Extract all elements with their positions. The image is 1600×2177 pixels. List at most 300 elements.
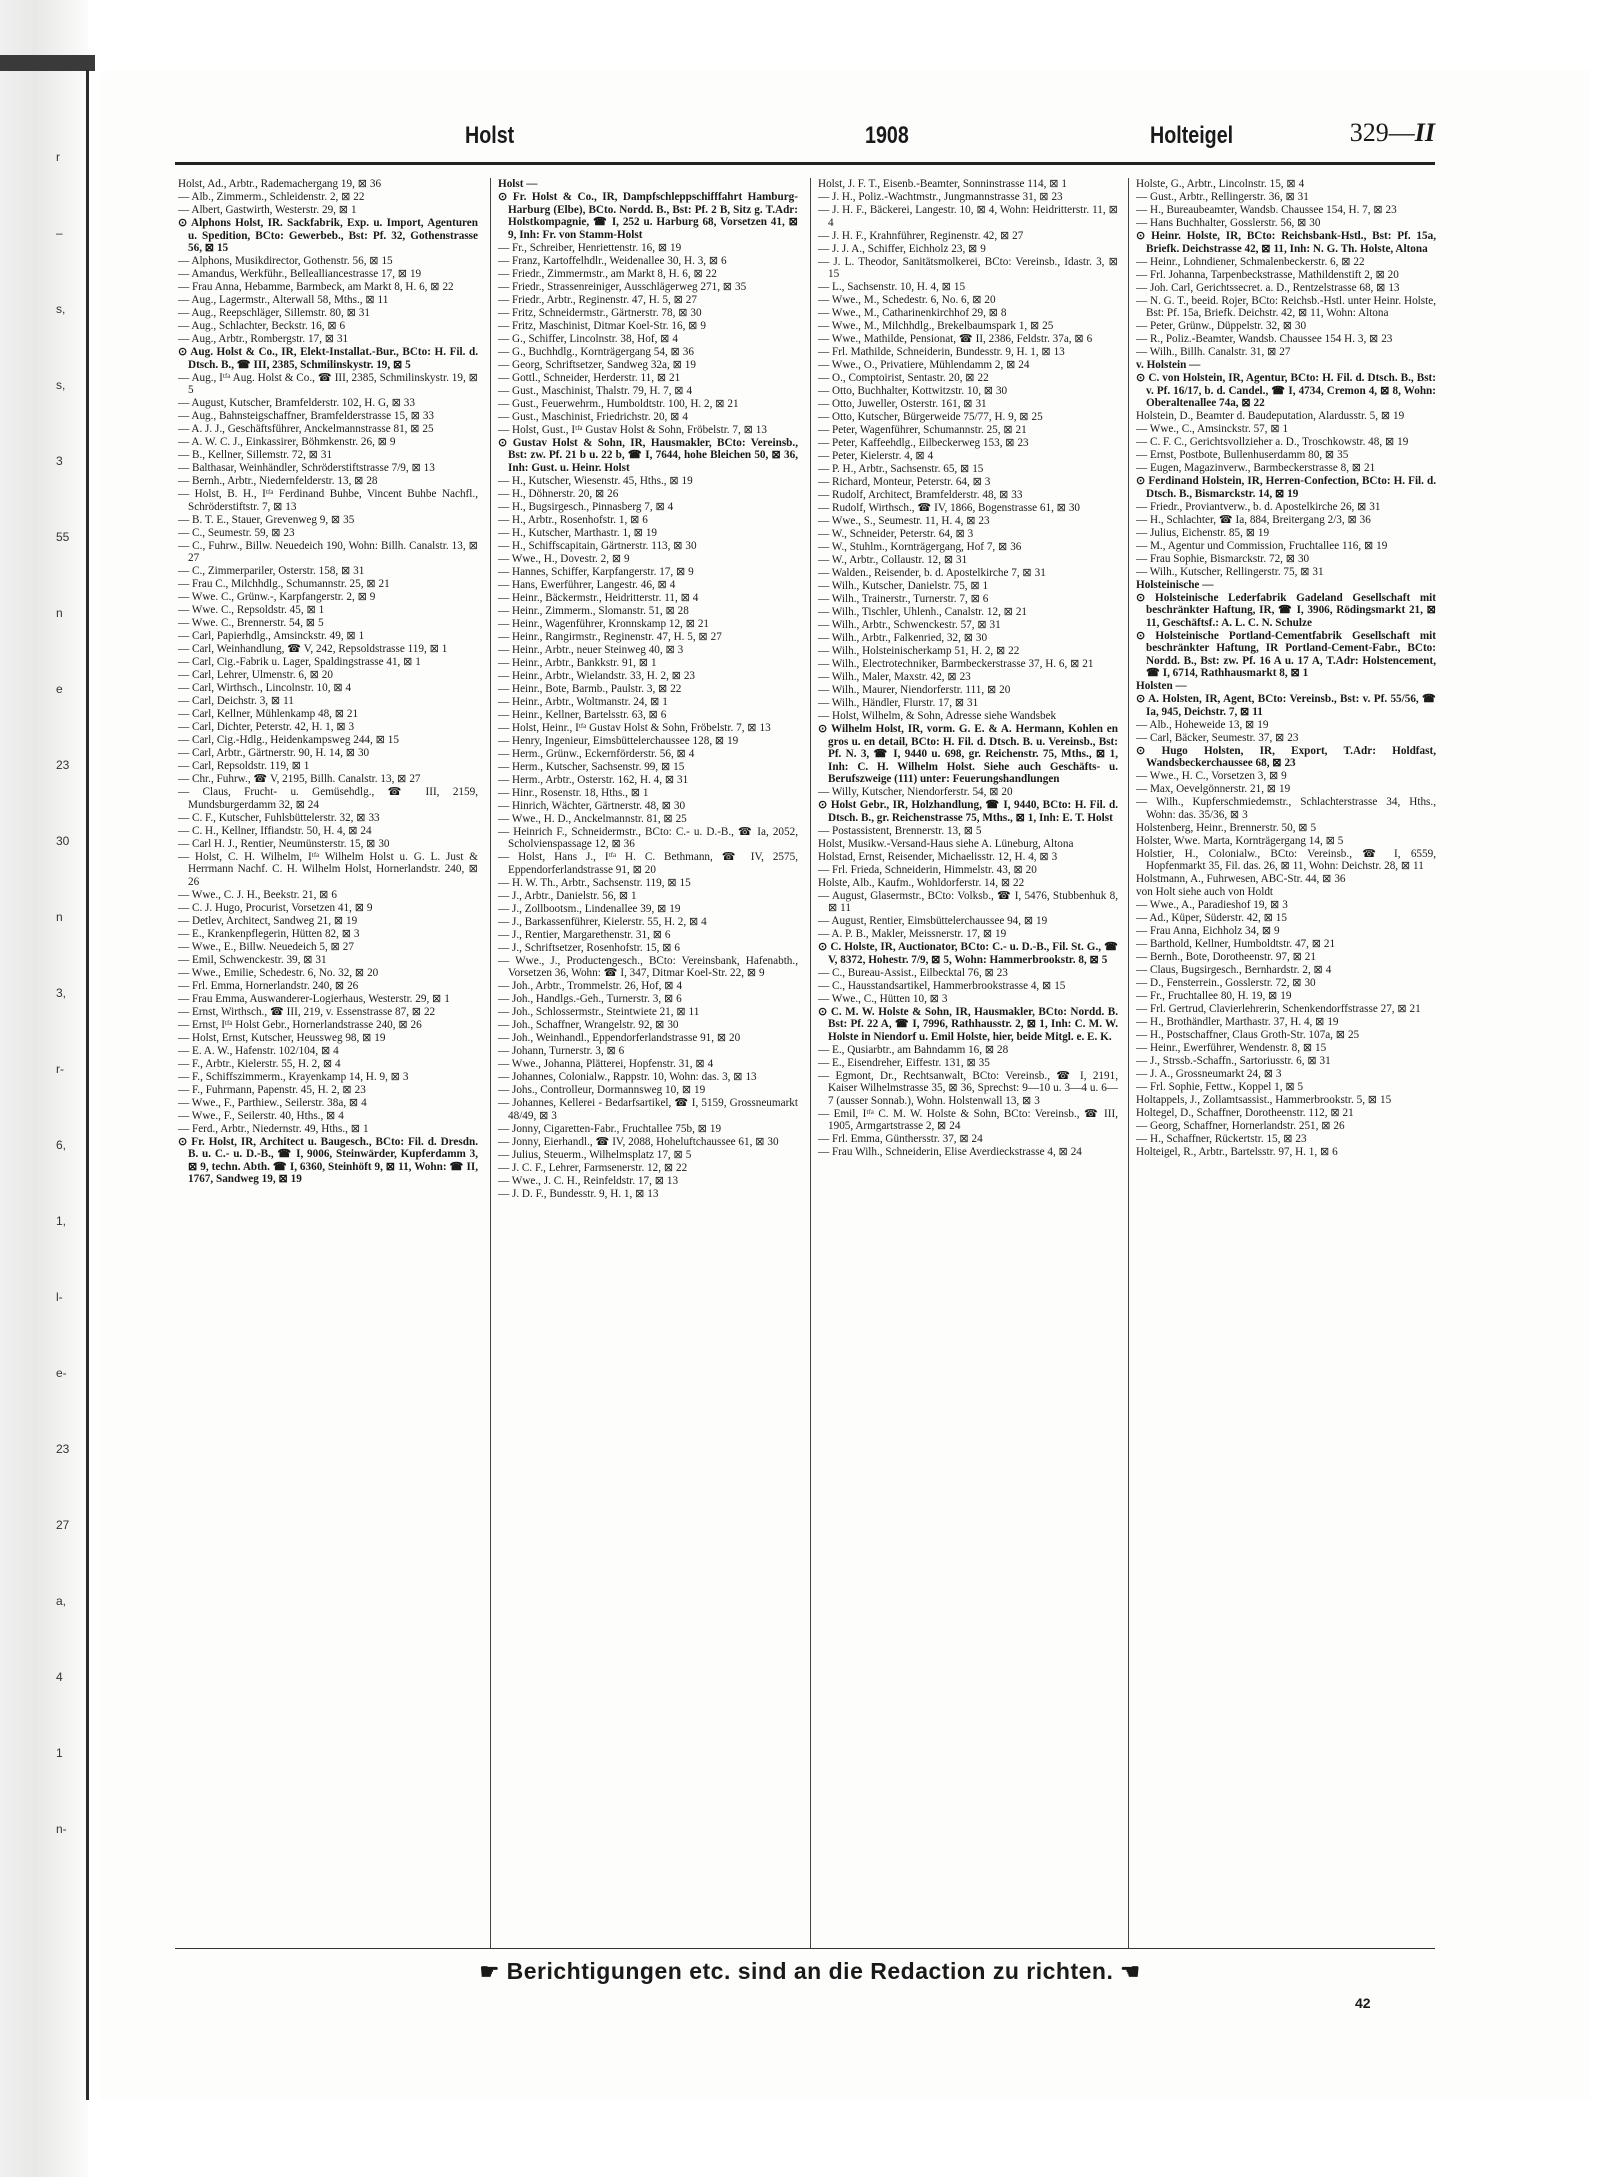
directory-entry: — Joh., Schaffner, Wrangelstr. 92, ⊠ 30 — [498, 1019, 679, 1031]
directory-entry: — Wilh., Arbtr., Falkenried, 32, ⊠ 30 — [818, 632, 988, 644]
directory-entry: — Aug., Iᵗᶠᵃ Aug. Holst & Co., ☎ III, 2385, Schmilinskystr. 19, ⊠ 5 — [178, 371, 478, 396]
directory-entry: — Wilh., Kutscher, Danielstr. 75, ⊠ 1 — [818, 580, 989, 592]
directory-entry: ⊙ Wilhelm Holst, IR, vorm. G. E. & A. Hermann, Kohlen en gros u. en detail, BCto: H. Fil. d. Dtsch. B. u. Vereinsb., Bst: Pf. N. 3, ☎ I, 9440 u. 698, gr. Reichenstr. 75, Mths., ⊠ 1, Inh: C. H. Wilhelm Holst. Siehe auch Geschäfts- u. Berufszweige (111) unter: Feuerungshandlungen — [818, 723, 1118, 785]
directory-entry: — Wwe., H. C., Vorsetzen 3, ⊠ 9 — [1136, 770, 1287, 782]
directory-entry: — Frl. Johanna, Tarpenbeckstrasse, Mathildenstift 2, ⊠ 20 — [1136, 268, 1399, 281]
directory-entry: ⊙ Holsteinische Lederfabrik Gadeland Gesellschaft mit beschränkter Haftung, IR, ☎ I, 3906, Rödingsmarkt 21, ⊠ 11, Geschäftsf.: A. L. C. N. Schulze — [1136, 591, 1436, 629]
directory-entry: — H., Döhnerstr. 20, ⊠ 26 — [498, 487, 619, 500]
directory-entry: — C. J. Hugo, Procurist, Vorsetzen 41, ⊠ 9 — [178, 901, 373, 914]
margin-mark: 30 — [56, 834, 70, 848]
directory-entry: ⊙ Fr. Holst, IR, Architect u. Baugesch., BCto: Fil. d. Dresdn. B. u. C.- u. D.-B., ☎ I, 9006, Steinwärder, Kupferdamm 3, ⊠ 9, techn. Abth. ☎ I, 6360, Steinhöft 9, ⊠ 11, Wohn: ☎ II, 1767, Sandweg 19, ⊠ 19 — [178, 1135, 478, 1185]
directory-entry: — Wilh., Trainerstr., Turnerstr. 7, ⊠ 6 — [818, 593, 989, 605]
page-number — [1350, 118, 1435, 148]
directory-entry: — Emil, Iᵗᶠᵃ C. M. W. Holste & Sohn, BCto: Vereinsb., ☎ III, 1905, Armgartstrasse 2, ⊠ 24 — [818, 1107, 1118, 1132]
directory-entry: — Fritz, Schneidermstr., Gärtnerstr. 78, ⊠ 30 — [498, 306, 702, 319]
margin-mark: 4 — [56, 1670, 63, 1684]
directory-entry: — C., Zimmerpariler, Osterstr. 158, ⊠ 31 — [178, 565, 365, 577]
directory-entry: — Richard, Monteur, Peterstr. 64, ⊠ 3 — [818, 476, 991, 488]
directory-entry: — Wwe., C. J. H., Beekstr. 21, ⊠ 6 — [178, 888, 337, 901]
margin-mark: 1 — [56, 1746, 63, 1760]
directory-entry: — Wwe., J. C. H., Reinfeldstr. 17, ⊠ 13 — [498, 1174, 679, 1187]
directory-entry: ⊙ Hugo Holsten, IR, Export, T.Adr: Holdfast, Wandsbeckerchaussee 68, ⊠ 23 — [1136, 744, 1436, 769]
directory-entry: — Alphons, Musikdirector, Gothenstr. 56, ⊠ 15 — [178, 255, 393, 267]
directory-entry: — Wwe., M., Schedestr. 6, No. 6, ⊠ 20 — [818, 294, 996, 306]
directory-entry: — Carl, Cig.-Hdlg., Heidenkampsweg 244, ⊠ 15 — [178, 734, 399, 746]
directory-entry: — J., Zollbootsm., Lindenallee 39, ⊠ 19 — [498, 902, 681, 915]
directory-entry: — F., Schiffszimmerm., Krayenkamp 14, H. 9, ⊠ 3 — [178, 1070, 409, 1083]
directory-entry: — R., Poliz.-Beamter, Wandsb. Chaussee 154 H. 3, ⊠ 23 — [1136, 333, 1393, 345]
directory-entry: — Bernh., Bote, Dorotheenstr. 97, ⊠ 21 — [1136, 951, 1316, 963]
directory-entry: — Holst, Wilhelm, & Sohn, Adresse siehe Wandsbek — [818, 710, 1057, 722]
margin-mark: 23 — [56, 1442, 70, 1456]
directory-entry: — Wwe., H., Dovestr. 2, ⊠ 9 — [498, 552, 630, 565]
directory-entry: — J. D. F., Bundesstr. 9, H. 1, ⊠ 13 — [498, 1187, 659, 1200]
directory-entry: — Wwe., S., Seumestr. 11, H. 4, ⊠ 23 — [818, 515, 990, 527]
directory-entry: — G., Buchhdlg., Kornträgergang 54, ⊠ 36 — [498, 345, 694, 358]
directory-entry: — A. W. C. J., Einkassirer, Böhmkenstr. 26, ⊠ 9 — [178, 436, 396, 448]
directory-entry: — Ernst, Iᵗᶠᵃ Holst Gebr., Hornerlandstrasse 240, ⊠ 26 — [178, 1018, 422, 1031]
directory-entry: Holster, Wwe. Marta, Kornträgergang 14, ⊠ 5 — [1136, 834, 1344, 847]
directory-entry: — H., Brothändler, Marthastr. 37, H. 4, ⊠ 19 — [1136, 1016, 1339, 1028]
directory-entry: — Max, Oevelgönnerstr. 21, ⊠ 19 — [1136, 783, 1291, 795]
directory-entry: — J., Barkassenführer, Kielerstr. 55, H. 2, ⊠ 4 — [498, 915, 707, 928]
directory-entry: — Heinrich F., Schneidermstr., BCto: C.- u. D.-B., ☎ Ia, 2052, Scholvienspassage 12, ⊠ 36 — [498, 825, 798, 850]
directory-entry: — Carl, Lehrer, Ulmenstr. 6, ⊠ 20 — [178, 669, 333, 681]
column-divider-2 — [810, 178, 811, 1948]
directory-entry: — Frl. Emma, Günthersstr. 37, ⊠ 24 — [818, 1133, 983, 1145]
directory-entry: — Holst, B. H., Iᵗᶠᵃ Ferdinand Buhbe, Vincent Buhbe Nachfl., Schröderstiftstr. 7, ⊠ 13 — [178, 488, 478, 513]
directory-entry: ⊙ Fr. Holst & Co., IR, Dampfschleppschifffahrt Hamburg-Harburg (Elbe), BCto. Nordd. B., Bst: Pf. 2 B, Sitz g. T.Adr: Holstkompagnie, ☎ I, 252 u. Harburg 68, Vorsetzen 41, ⊠ 9, Inh: Fr. von Stamm-Holst — [498, 191, 798, 241]
directory-entry: — Joh., Arbtr., Trommelstr. 26, Hof, ⊠ 4 — [498, 980, 683, 992]
directory-entry: — Wwe. C., Repsoldstr. 45, ⊠ 1 — [178, 604, 325, 616]
directory-entry: ⊙ C. M. W. Holste & Sohn, IR, Hausmakler, BCto: Nordd. B. Bst: Pf. 22 A, ☎ I, 7996, Rathhausstr. 2, ⊠ 1, Inh: C. M. W. Holste in Niendorf u. Emil Holste, hier, beide Mitgl. e. E. K. — [818, 1005, 1118, 1043]
directory-entry: — Joh. Carl, Gerichtssecret. a. D., Rentzelstrasse 68, ⊠ 13 — [1136, 281, 1400, 294]
directory-entry: — W., Arbtr., Collaustr. 12, ⊠ 31 — [818, 554, 968, 566]
directory-entry: — Herm., Arbtr., Osterstr. 162, H. 4, ⊠ 31 — [498, 773, 689, 786]
column-3 — [818, 178, 1118, 1948]
directory-entry: — Heinr., Zimmerm., Slomanstr. 51, ⊠ 28 — [498, 604, 689, 617]
directory-entry: Holstad, Ernst, Reisender, Michaelisstr. 12, H. 4, ⊠ 3 — [818, 850, 1058, 863]
directory-entry: v. Holstein — — [1136, 359, 1201, 371]
margin-mark: 27 — [56, 1518, 70, 1532]
directory-entry: Holstier, H., Colonialw., BCto: Vereinsb., ☎ I, 6559, Hopfenmarkt 35, Fil. das. 26, ⊠ 11, Wohn: Deichstr. 28, ⊠ 11 — [1136, 847, 1436, 872]
directory-entry: — Frl. Sophie, Fettw., Koppel 1, ⊠ 5 — [1136, 1081, 1304, 1093]
margin-mark: s, — [56, 302, 66, 316]
directory-entry: — J., Strssb.-Schaffn., Sartoriusstr. 6, ⊠ 31 — [1136, 1055, 1331, 1067]
column-2 — [498, 178, 798, 1948]
directory-entry: — J. L. Theodor, Sanitätsmolkerei, BCto: Vereinsb., Idastr. 3, ⊠ 15 — [818, 255, 1118, 280]
directory-entry: — Johannes, Kellerei - Bedarfsartikel, ☎ I, 5159, Grossneumarkt 48/49, ⊠ 3 — [498, 1097, 798, 1122]
directory-entry: — L., Sachsenstr. 10, H. 4, ⊠ 15 — [818, 281, 966, 293]
directory-entry: — Jonny, Cigaretten-Fabr., Fruchtallee 75b, ⊠ 19 — [498, 1122, 722, 1135]
directory-entry: — Wilh., Kupferschmiedemstr., Schlachterstrasse 34, Hths., Wohn: das. 35/36, ⊠ 3 — [1136, 796, 1436, 821]
directory-entry: — H., Kutscher, Marthastr. 1, ⊠ 19 — [498, 526, 658, 539]
directory-entry: — F., Arbtr., Kielerstr. 55, H. 2, ⊠ 4 — [178, 1057, 341, 1070]
directory-entry: — Frl. Emma, Hornerlandstr. 240, ⊠ 26 — [178, 979, 359, 992]
directory-entry: — Aug., Bahnsteigschaffner, Bramfelderstrasse 15, ⊠ 33 — [178, 410, 435, 422]
page-header — [175, 118, 1435, 158]
directory-entry: — Emil, Schwenckestr. 39, ⊠ 31 — [178, 953, 327, 966]
directory-entry: — Julius, Eichenstr. 85, ⊠ 19 — [1136, 526, 1270, 539]
directory-entry: — Eugen, Magazinverw., Barmbeckerstrasse 8, ⊠ 21 — [1136, 462, 1376, 474]
directory-entry: — Carl, Arbtr., Gärtnerstr. 90, H. 14, ⊠ 30 — [178, 747, 370, 759]
directory-entry: — Wwe., M., Milchhdlg., Brekelbaumspark 1, ⊠ 25 — [818, 320, 1054, 332]
directory-entry: — Johannes, Colonialw., Rappstr. 10, Wohn: das. 3, ⊠ 13 — [498, 1071, 757, 1083]
directory-entry: — Wilh., Händler, Flurstr. 17, ⊠ 31 — [818, 697, 979, 709]
directory-entry: — Hans, Ewerführer, Langestr. 46, ⊠ 4 — [498, 578, 676, 591]
header-left: Holst — [465, 122, 515, 149]
margin-mark: a, — [56, 1594, 67, 1608]
margin-mark: n- — [56, 1822, 67, 1836]
directory-entry: — C. H., Kellner, Iffiandstr. 50, H. 4, ⊠ 24 — [178, 824, 372, 837]
directory-entry: ⊙ Gustav Holst & Sohn, IR, Hausmakler, BCto: Vereinsb., Bst: zw. Pf. 21 b u. 22 b, ☎ I, 7644, hohe Bleichen 50, ⊠ 36, Inh: Gust. u. Heinr. Holst — [498, 436, 798, 474]
directory-entry: Holst, J. F. T., Eisenb.-Beamter, Sonninstrasse 114, ⊠ 1 — [818, 178, 1067, 190]
directory-entry: — Carl, Wirthsch., Lincolnstr. 10, ⊠ 4 — [178, 682, 352, 694]
directory-entry: ⊙ Heinr. Holste, IR, BCto: Reichsbank-Hstl., Bst: Pf. 15a, Briefk. Deichstrasse 42, ⊠ 11, Inh: N. G. Th. Holste, Altona — [1136, 230, 1436, 255]
header-year: 1908 — [865, 122, 909, 149]
directory-entry: — Rudolf, Wirthsch., ☎ IV, 1866, Bogenstrasse 61, ⊠ 30 — [818, 502, 1081, 514]
directory-entry: — H., Schaffner, Rückertstr. 15, ⊠ 23 — [1136, 1133, 1307, 1145]
directory-entry: — Joh., Schlossermstr., Steintwiete 21, ⊠ 11 — [498, 1006, 700, 1018]
directory-entry: — Barthold, Kellner, Humboldtstr. 47, ⊠ 21 — [1136, 938, 1336, 950]
gutter-line — [86, 70, 89, 2100]
footer-note — [430, 1958, 1190, 1985]
directory-entry: — Rudolf, Architect, Bramfelderstr. 48, ⊠ 33 — [818, 489, 1023, 501]
directory-entry: — Fr., Fruchtallee 80, H. 19, ⊠ 19 — [1136, 990, 1292, 1002]
directory-entry: — Peter, Kaffeehdlg., Eilbeckerweg 153, ⊠ 23 — [818, 437, 1029, 449]
directory-entry: — Carl H. J., Rentier, Neumünsterstr. 15, ⊠ 30 — [178, 837, 390, 850]
directory-entry: — Frau Wilh., Schneiderin, Elise Averdieckstrasse 4, ⊠ 24 — [818, 1146, 1082, 1158]
directory-entry: — C., Bureau-Assist., Eilbecktal 76, ⊠ 23 — [818, 966, 1008, 979]
directory-entry: — Wwe. C., Grünw.-, Karpfangerstr. 2, ⊠ 9 — [178, 591, 376, 603]
directory-entry: — Wwe. C., Brennerstr. 54, ⊠ 5 — [178, 617, 324, 629]
directory-entry: — Peter, Wagenführer, Schumannstr. 25, ⊠ 21 — [818, 424, 1027, 436]
directory-entry: — J., Arbtr., Danielstr. 56, ⊠ 1 — [498, 889, 637, 902]
directory-entry: — Amandus, Werkführ., Bellealliancestrasse 17, ⊠ 19 — [178, 268, 422, 280]
directory-entry: — Peter, Grünw., Düppelstr. 32, ⊠ 30 — [1136, 320, 1307, 332]
directory-entry: — Egmont, Dr., Rechtsanwalt, BCto: Vereinsb., ☎ I, 2191, Kaiser Wilhelmstrasse 35, ⊠ 36, Sprechst: 9—10 u. 3—4 u. 6—7 (ausser Sonnab.), Wohn. Holstenwall 13, ⊠ 3 — [818, 1069, 1118, 1107]
directory-entry: — Holst, C. H. Wilhelm, Iᵗᶠᵃ Wilhelm Holst u. G. L. Just & Herrmann Nachf. C. H. Wilhelm Holst, Hornerlandstr. 240, ⊠ 26 — [178, 850, 478, 888]
directory-entry: — Aug., Reepschläger, Sillemstr. 80, ⊠ 31 — [178, 307, 370, 319]
directory-entry: ⊙ Holst Gebr., IR, Holzhandlung, ☎ I, 9440, BCto: H. Fil. d. Dtsch. B., gr. Reichenstrasse 75, Mths., ⊠ 1, Inh: E. T. Holst — [818, 799, 1118, 824]
directory-entry: — Wilh., Holsteinischerkamp 51, H. 2, ⊠ 22 — [818, 645, 1020, 657]
directory-entry: — Herm., Kutscher, Sachsenstr. 99, ⊠ 15 — [498, 760, 685, 773]
directory-entry: — Carl, Deichstr. 3, ⊠ 11 — [178, 695, 294, 707]
header-right: Holteigel — [1150, 122, 1234, 149]
directory-entry: — Frl. Mathilde, Schneiderin, Bundesstr. 9, H. 1, ⊠ 13 — [818, 346, 1065, 358]
directory-entry: — C., Fuhrw., Billw. Neuedeich 190, Wohn: Billh. Canalstr. 13, ⊠ 27 — [178, 539, 478, 564]
directory-entry: ⊙ Holsteinische Portland-Cementfabrik Gesellschaft mit beschränkter Haftung, IR Portland-Cement-Fabr., BCto: Nordd. B., Bst: zw. Pf. 16 A u. 17 A, T.Adr: Holstencement, ☎ I, 6714, Rathhausmarkt 8, ⊠ 1 — [1136, 629, 1436, 679]
column-divider-3 — [1128, 178, 1129, 1948]
directory-entry: — Jonny, Eierhandl., ☎ IV, 2088, Hoheluftchaussee 61, ⊠ 30 — [498, 1135, 779, 1148]
directory-entry: Holsteinische — — [1136, 578, 1214, 591]
margin-mark: e- — [56, 1366, 67, 1380]
directory-entry: — Frl. Frieda, Schneiderin, Himmelstr. 43, ⊠ 20 — [818, 863, 1037, 876]
footer-rule — [175, 1948, 1435, 1949]
directory-entry: — Georg, Schriftsetzer, Sandweg 32a, ⊠ 19 — [498, 358, 696, 371]
directory-entry: — Wilh., Tischler, Uhlenh., Canalstr. 12, ⊠ 21 — [818, 606, 1028, 618]
directory-entry: — Joh., Weinhandl., Eppendorferlandstrasse 91, ⊠ 20 — [498, 1032, 741, 1044]
directory-entry: — Fr., Schreiber, Henriettenstr. 16, ⊠ 19 — [498, 241, 682, 254]
directory-entry: — Frau C., Milchhdlg., Schumannstr. 25, ⊠ 21 — [178, 578, 390, 590]
column-divider-1 — [490, 178, 491, 1948]
directory-entry: — Heinr., Arbtr., neuer Steinweg 40, ⊠ 3 — [498, 643, 684, 656]
margin-mark: – — [56, 226, 63, 240]
directory-entry: Holtegel, D., Schaffner, Dorotheenstr. 112, ⊠ 21 — [1136, 1107, 1354, 1119]
directory-entry: — N. G. T., beeid. Rojer, BCto: Reichsb.-Hstl. unter Heinr. Holste, Bst: Pf. 15a, Briefk. Deichstr. 42, ⊠ 11, Wohn: Altona — [1136, 294, 1436, 319]
directory-entry: — Heinr., Rangirmstr., Reginenstr. 47, H. 5, ⊠ 27 — [498, 630, 722, 643]
directory-entry: — Otto, Buchhalter, Kottwitzstr. 10, ⊠ 30 — [818, 385, 1008, 397]
directory-entry: — F., Fuhrmann, Papenstr. 45, H. 2, ⊠ 23 — [178, 1083, 366, 1096]
column-1 — [178, 178, 478, 1948]
directory-entry: — C., Seumestr. 59, ⊠ 23 — [178, 526, 295, 539]
directory-entry: ⊙ Alphons Holst, IR. Sackfabrik, Exp. u. Import, Agenturen u. Spedition, BCto: Gewerbeb., Bst: Pf. 32, Gothenstrasse 56, ⊠ 15 — [178, 217, 478, 254]
directory-entry: — H., Bugsirgesch., Pinnasberg 7, ⊠ 4 — [498, 500, 674, 513]
directory-entry: — Wwe., Emilie, Schedestr. 6, No. 32, ⊠ 20 — [178, 966, 379, 979]
directory-entry: Holst, Musikw.-Versand-Haus siehe A. Lüneburg, Altona — [818, 837, 1074, 850]
directory-entry: — D., Fensterrein., Gosslerstr. 72, ⊠ 30 — [1136, 977, 1316, 989]
directory-entry: ⊙ C. von Holstein, IR, Agentur, BCto: H. Fil. d. Dtsch. B., Bst: v. Pf. 16/17, b. d. Candel., ☎ I, 4734, Cremon 4, ⊠ 8, Wohn: Oberaltenallee 74a, ⊠ 22 — [1136, 372, 1436, 409]
directory-entry: — P. H., Arbtr., Sachsenstr. 65, ⊠ 15 — [818, 463, 984, 475]
directory-entry: — J. H., Poliz.-Wachtmstr., Jungmannstrasse 31, ⊠ 23 — [818, 191, 1063, 203]
directory-entry: — Ernst, Postbote, Bullenhuserdamm 80, ⊠ 35 — [1136, 449, 1349, 461]
directory-entry: — Balthasar, Weinhändler, Schröderstiftstrasse 7/9, ⊠ 13 — [178, 462, 435, 474]
directory-entry: — Holst, Ernst, Kutscher, Heussweg 98, ⊠ 19 — [178, 1031, 386, 1044]
directory-entry: Holsten — — [1136, 680, 1187, 692]
directory-entry: — H., Postschaffner, Claus Groth-Str. 107a, ⊠ 25 — [1136, 1029, 1360, 1041]
directory-entry: — Gottl., Schneider, Herderstr. 11, ⊠ 21 — [498, 371, 681, 384]
directory-entry: — Wwe., C., Amsinckstr. 57, ⊠ 1 — [1136, 423, 1289, 435]
directory-entry: — W., Stuhlm., Kornträgergang, Hof 7, ⊠ 36 — [818, 541, 1022, 553]
directory-entry: — Heinr., Ewerführer, Wendenstr. 8, ⊠ 15 — [1136, 1042, 1327, 1054]
directory-entry: — Gust., Arbtr., Rellingerstr. 36, ⊠ 31 — [1136, 191, 1309, 203]
directory-entry: — Wilh., Arbtr., Schwenckestr. 57, ⊠ 31 — [818, 619, 1001, 631]
directory-entry: — Peter, Kielerstr. 4, ⊠ 4 — [818, 450, 934, 462]
directory-entry: — Hans Buchhalter, Gosslerstr. 56, ⊠ 30 — [1136, 217, 1321, 229]
directory-entry: — A. P. B., Makler, Meissnerstr. 17, ⊠ 19 — [818, 928, 1007, 940]
directory-entry: — Aug., Schlachter, Beckstr. 16, ⊠ 6 — [178, 320, 346, 332]
directory-entry: — Wwe., F., Seilerstr. 40, Hths., ⊠ 4 — [178, 1109, 344, 1122]
directory-entry: — Frau Anna, Eichholz 34, ⊠ 9 — [1136, 925, 1280, 937]
directory-entry: — Heinr., Wagenführer, Kronnskamp 12, ⊠ 21 — [498, 617, 710, 630]
directory-entry: — Chr., Fuhrw., ☎ V, 2195, Billh. Canalstr. 13, ⊠ 27 — [178, 773, 421, 785]
directory-entry: — Carl, Bäcker, Seumestr. 37, ⊠ 23 — [1136, 731, 1299, 744]
header-rule — [175, 162, 1435, 165]
directory-entry: — Aug., Lagermstr., Alterwall 58, Mths., ⊠ 11 — [178, 294, 389, 306]
footer-text: Berichtigungen etc. sind an die Redaction zu richten. — [506, 1958, 1114, 1984]
directory-entry: — Franz, Kartoffelhdlr., Weidenallee 30, H. 3, ⊠ 6 — [498, 254, 727, 267]
directory-entry: — Postassistent, Brennerstr. 13, ⊠ 5 — [818, 824, 982, 837]
margin-mark: s, — [56, 378, 66, 392]
directory-entry: — Wwe., Johanna, Plätterei, Hopfenstr. 31, ⊠ 4 — [498, 1058, 714, 1070]
directory-entry: — Wwe., Mathilde, Pensionat, ☎ II, 2386, Feldstr. 37a, ⊠ 6 — [818, 333, 1093, 345]
directory-entry: — Detlev, Architect, Sandweg 21, ⊠ 19 — [178, 914, 358, 927]
directory-entry: — Heinr., Bäckermstr., Heidritterstr. 11, ⊠ 4 — [498, 591, 699, 604]
directory-entry: — Otto, Kutscher, Bürgerweide 75/77, H. 9, ⊠ 25 — [818, 411, 1043, 423]
directory-entry: — E., Eisendreher, Eiffestr. 131, ⊠ 35 — [818, 1056, 990, 1069]
directory-entry: — Wilh., Billh. Canalstr. 31, ⊠ 27 — [1136, 346, 1291, 358]
directory-entry: — Joh., Handlgs.-Geh., Turnerstr. 3, ⊠ 6 — [498, 993, 682, 1005]
directory-entry: — Carl, Dichter, Peterstr. 42, H. 1, ⊠ 3 — [178, 721, 355, 733]
margin-mark: 23 — [56, 758, 70, 772]
directory-entry: — J. J. A., Schiffer, Eichholz 23, ⊠ 9 — [818, 242, 986, 255]
directory-entry: — G., Schiffer, Lincolnstr. 38, Hof, ⊠ 4 — [498, 332, 678, 345]
directory-entry: — Holst, Heinr., Iᵗᶠᵃ Gustav Holst & Sohn, Fröbelstr. 7, ⊠ 13 — [498, 721, 771, 734]
directory-entry: — Ferd., Arbtr., Niedernstr. 49, Hths., ⊠ 1 — [178, 1122, 369, 1135]
directory-entry: — E., Krankenpflegerin, Hütten 82, ⊠ 3 — [178, 927, 360, 940]
directory-entry: Holste, Alb., Kaufm., Wohldorferstr. 14, ⊠ 22 — [818, 876, 1025, 889]
directory-entry: — H. W. Th., Arbtr., Sachsenstr. 119, ⊠ 15 — [498, 876, 691, 889]
directory-entry: — Johs., Controlleur, Dormannsweg 10, ⊠ 19 — [498, 1084, 706, 1096]
directory-entry: Holst, Ad., Arbtr., Rademachergang 19, ⊠ 36 — [178, 178, 382, 190]
directory-entry: — Heinr., Lohndiener, Schmalenbeckerstr. 6, ⊠ 22 — [1136, 255, 1365, 268]
directory-entry: — Heinr., Kellner, Bartelsstr. 63, ⊠ 6 — [498, 708, 667, 721]
directory-entry: — E., Qusiarbtr., am Bahndamm 16, ⊠ 28 — [818, 1043, 1009, 1056]
directory-entry: — Henry, Ingenieur, Eimsbüttelerchaussee 128, ⊠ 19 — [498, 734, 739, 747]
directory-entry: — Wwe., H. D., Anckelmannstr. 81, ⊠ 25 — [498, 812, 687, 825]
directory-entry: — Ad., Küper, Süderstr. 42, ⊠ 15 — [1136, 912, 1287, 924]
directory-entry: — Claus, Frucht- u. Gemüsehdlg., ☎ III, 2159, Mundsburgerdamm 32, ⊠ 24 — [178, 786, 478, 811]
directory-entry: — B., Kellner, Sillemstr. 72, ⊠ 31 — [178, 449, 333, 461]
directory-entry: — E. A. W., Hafenstr. 102/104, ⊠ 4 — [178, 1044, 339, 1057]
directory-entry: — Wwe., C., Hütten 10, ⊠ 3 — [818, 992, 948, 1005]
directory-entry: — Wwe., M., Catharinenkirchhof 29, ⊠ 8 — [818, 307, 1007, 319]
directory-entry: — Frl. Gertrud, Clavierlehrerin, Schenkendorffstrasse 27, ⊠ 21 — [1136, 1003, 1421, 1015]
directory-entry: — C. F., Kutscher, Fuhlsbüttelerstr. 32, ⊠ 33 — [178, 811, 380, 824]
directory-entry: — Ernst, Wirthsch., ☎ III, 219, v. Essenstrasse 87, ⊠ 22 — [178, 1005, 436, 1018]
directory-entry: — Gust., Feuerwehrm., Humboldtstr. 100, H. 2, ⊠ 21 — [498, 397, 739, 410]
directory-entry: — J., Schriftsetzer, Rosenhofstr. 15, ⊠ 6 — [498, 941, 680, 954]
directory-entry: Holteigel, R., Arbtr., Bartelsstr. 97, H. 1, ⊠ 6 — [1136, 1146, 1338, 1158]
directory-entry: — Holst, Gust., Iᵗᶠᵃ Gustav Holst & Sohn, Fröbelstr. 7, ⊠ 13 — [498, 423, 767, 436]
directory-entry: — Holst, Hans J., Iᵗᶠᵃ H. C. Bethmann, ☎ IV, 2575, Eppendorferlandstrasse 91, ⊠ 20 — [498, 851, 798, 876]
directory-entry: — A. J. J., Geschäftsführer, Anckelmannstrasse 81, ⊠ 25 — [178, 423, 434, 435]
directory-entry: ⊙ Aug. Holst & Co., IR, Elekt-Installat.-Bur., BCto: H. Fil. d. Dtsch. B., ☎ III, 2385, Schmilinskystr. 19, ⊠ 5 — [178, 346, 478, 371]
directory-entry: — Johann, Turnerstr. 3, ⊠ 6 — [498, 1045, 625, 1057]
margin-mark: n — [56, 606, 63, 620]
directory-entry: — Bernh., Arbtr., Niedernfelderstr. 13, ⊠ 28 — [178, 475, 378, 487]
page-number-suffix: II — [1414, 118, 1435, 147]
margin-mark: n — [56, 910, 63, 924]
scan-edge — [0, 0, 88, 2177]
directory-entry: — Willy, Kutscher, Niendorferstr. 54, ⊠ 20 — [818, 786, 1013, 798]
directory-entry: — Aug., Arbtr., Rombergstr. 17, ⊠ 31 — [178, 333, 349, 345]
directory-entry: — Albert, Gastwirth, Westerstr. 29, ⊠ 1 — [178, 204, 357, 216]
directory-entry: Holst — — [498, 178, 538, 190]
page-number-main: 329— — [1349, 118, 1415, 147]
directory-entry: — Gust., Maschinist, Thalstr. 79, H. 7, ⊠ 4 — [498, 384, 693, 397]
directory-entry: — Friedr., Strassenreiniger, Ausschlägerweg 271, ⊠ 35 — [498, 280, 747, 293]
directory-entry: — Frau Emma, Auswanderer-Logierhaus, Westerstr. 29, ⊠ 1 — [178, 992, 450, 1005]
directory-entry: — Carl, Cig.-Fabrik u. Lager, Spaldingstrasse 41, ⊠ 1 — [178, 656, 421, 668]
directory-entry: — Hinrich, Wächter, Gärtnerstr. 48, ⊠ 30 — [498, 799, 686, 812]
pointing-hand-right-icon: ☚ — [1120, 1959, 1141, 1984]
directory-entry: — Georg, Schaffner, Hornerlandstr. 251, ⊠ 26 — [1136, 1120, 1345, 1132]
directory-entry: — August, Kutscher, Bramfelderstr. 102, H. G, ⊠ 33 — [178, 397, 415, 409]
directory-entry: — Fritz, Maschinist, Ditmar Koel-Str. 16, ⊠ 9 — [498, 319, 706, 332]
directory-entry: Holstenberg, Heinr., Brennerstr. 50, ⊠ 5 — [1136, 821, 1317, 834]
directory-entry: — Wilh., Maurer, Niendorferstr. 111, ⊠ 20 — [818, 684, 1011, 696]
directory-entry: — Herm., Grünw., Eckernförderstr. 56, ⊠ 4 — [498, 747, 695, 760]
directory-entry: — Heinr., Arbtr., Woltmanstr. 24, ⊠ 1 — [498, 695, 668, 708]
pointing-hand-left-icon: ☛ — [479, 1959, 500, 1984]
directory-entry: — Friedr., Proviantverw., b. d. Apostelkirche 26, ⊠ 31 — [1136, 500, 1381, 513]
directory-entry: von Holt siehe auch von Holdt — [1136, 886, 1274, 898]
directory-entry: — Wilh., Maler, Maxstr. 42, ⊠ 23 — [818, 671, 971, 683]
directory-entry: — Wilh., Kutscher, Rellingerstr. 75, ⊠ 31 — [1136, 565, 1324, 578]
directory-entry: — Frau Sophie, Bismarckstr. 72, ⊠ 30 — [1136, 552, 1310, 565]
directory-entry: — Walden., Reisender, b. d. Apostelkirche 7, ⊠ 31 — [818, 567, 1046, 579]
directory-entry: — H., Schiffscapitain, Gärtnerstr. 113, ⊠ 30 — [498, 539, 697, 552]
directory-entry: Holstein, D., Beamter d. Baudeputation, Alardusstr. 5, ⊠ 19 — [1136, 410, 1405, 422]
margin-mark: r- — [56, 1062, 64, 1076]
directory-entry: — Carl, Papierhdlg., Amsinckstr. 49, ⊠ 1 — [178, 630, 365, 642]
margin-mark: 1, — [56, 1214, 67, 1228]
directory-entry: Holste, G., Arbtr., Lincolnstr. 15, ⊠ 4 — [1136, 178, 1305, 190]
margin-mark: 55 — [56, 530, 70, 544]
directory-entry: — Friedr., Arbtr., Reginenstr. 47, H. 5, ⊠ 27 — [498, 293, 697, 306]
directory-entry: — Friedr., Zimmermstr., am Markt 8, H. 6, ⊠ 22 — [498, 267, 717, 280]
directory-entry: — H., Kutscher, Wiesenstr. 45, Hths., ⊠ 19 — [498, 474, 693, 487]
directory-entry: — Frau Anna, Hebamme, Barmbeck, am Markt 8, H. 6, ⊠ 22 — [178, 281, 454, 293]
directory-entry: — Otto, Juweller, Osterstr. 161, ⊠ 31 — [818, 398, 987, 410]
directory-entry: ⊙ C. Holste, IR, Auctionator, BCto: C.- u. D.-B., Fil. St. G., ☎ V, 8372, Hohestr. 7/9, ⊠ 5, Wohn: Hammerbrookstr. 8, ⊠ 5 — [818, 941, 1118, 966]
sheet-number: 42 — [1355, 1995, 1371, 2011]
binding-strip — [0, 55, 95, 71]
directory-entry: — Wwe., F., Parthiew., Seilerstr. 38a, ⊠ 4 — [178, 1096, 367, 1109]
directory-entry: — J., Rentier, Margarethenstr. 31, ⊠ 6 — [498, 928, 671, 941]
directory-entry: — J. A., Grossneumarkt 24, ⊠ 3 — [1136, 1068, 1282, 1080]
directory-entry: Holtappels, J., Zollamtsassist., Hammerbrookstr. 5, ⊠ 15 — [1136, 1094, 1392, 1106]
directory-entry: — Carl, Repsoldstr. 119, ⊠ 1 — [178, 760, 310, 772]
directory-entry: — Wilh., Electrotechniker, Barmbeckerstrasse 37, H. 6, ⊠ 21 — [818, 658, 1094, 670]
directory-entry: — August, Rentier, Eimsbüttelerchaussee 94, ⊠ 19 — [818, 915, 1048, 927]
column-4 — [1136, 178, 1436, 1948]
directory-entry: — Carl, Weinhandlung, ☎ V, 242, Repsoldstrasse 119, ⊠ 1 — [178, 643, 448, 655]
directory-entry: — J. H. F., Bäckerei, Langestr. 10, ⊠ 4, Wohn: Heidritterstr. 11, ⊠ 4 — [818, 204, 1118, 229]
directory-entry: — B. T. E., Stauer, Grevenweg 9, ⊠ 35 — [178, 513, 355, 526]
directory-entry: — Alb., Hoheweide 13, ⊠ 19 — [1136, 718, 1269, 731]
margin-mark: 3, — [56, 986, 67, 1000]
directory-entry: — W., Schneider, Peterstr. 64, ⊠ 3 — [818, 528, 974, 540]
directory-entry: — H., Bureaubeamter, Wandsb. Chaussee 154, H. 7, ⊠ 23 — [1136, 204, 1397, 216]
margin-mark: 6, — [56, 1138, 67, 1152]
directory-entry: — C., Hausstandsartikel, Hammerbrookstrasse 4, ⊠ 15 — [818, 979, 1066, 992]
directory-entry: — Wwe., E., Billw. Neuedeich 5, ⊠ 27 — [178, 940, 354, 953]
margin-mark: r — [56, 150, 60, 164]
directory-entry: — Gust., Maschinist, Friedrichstr. 20, ⊠ 4 — [498, 410, 688, 423]
directory-entry: ⊙ A. Holsten, IR, Agent, BCto: Vereinsb., Bst: v. Pf. 55/56, ☎ Ia, 945, Deichstr. 7, ⊠ 11 — [1136, 693, 1436, 718]
directory-entry: — Hannes, Schiffer, Karpfangerstr. 17, ⊠ 9 — [498, 565, 694, 578]
margin-mark: l- — [56, 1290, 63, 1304]
directory-entry: — Wwe., A., Paradieshof 19, ⊠ 3 — [1136, 899, 1288, 911]
directory-entry: ⊙ Ferdinand Holstein, IR, Herren-Confection, BCto: H. Fil. d. Dtsch. B., Bismarckstr. 14, ⊠ 19 — [1136, 475, 1436, 500]
directory-entry: — Hinr., Rosenstr. 18, Hths., ⊠ 1 — [498, 786, 649, 799]
directory-entry: — Wwe., O., Privatiere, Mühlendamm 2, ⊠ 24 — [818, 359, 1030, 371]
margin-mark: e — [56, 682, 63, 696]
directory-entry: — Carl, Kellner, Mühlenkamp 48, ⊠ 21 — [178, 708, 359, 720]
directory-entry: — J. C. F., Lehrer, Farmsenerstr. 12, ⊠ 22 — [498, 1161, 688, 1174]
directory-entry: — Alb., Zimmerm., Schleidenstr. 2, ⊠ 22 — [178, 191, 365, 203]
directory-entry: — Heinr., Arbtr., Bankkstr. 91, ⊠ 1 — [498, 656, 657, 669]
directory-entry: — M., Agentur und Commission, Fruchtallee 116, ⊠ 19 — [1136, 539, 1388, 552]
directory-entry: — H., Schlachter, ☎ Ia, 884, Breitergang 2/3, ⊠ 36 — [1136, 513, 1371, 526]
directory-entry: — August, Glasermstr., BCto: Volksb., ☎ I, 5476, Stubbenhuk 8, ⊠ 11 — [818, 889, 1118, 914]
directory-entry: Holstmann, A., Fuhrwesen, ABC-Str. 44, ⊠ 36 — [1136, 873, 1346, 885]
directory-entry: — Wwe., J., Productengesch., BCto: Vereinsbank, Hafenabth., Vorsetzen 36, Wohn: ☎ I, 347, Ditmar Koel-Str. 22, ⊠ 9 — [498, 954, 798, 979]
margin-mark: 3 — [56, 454, 63, 468]
directory-entry: — O., Comptoirist, Sentastr. 20, ⊠ 22 — [818, 372, 989, 384]
